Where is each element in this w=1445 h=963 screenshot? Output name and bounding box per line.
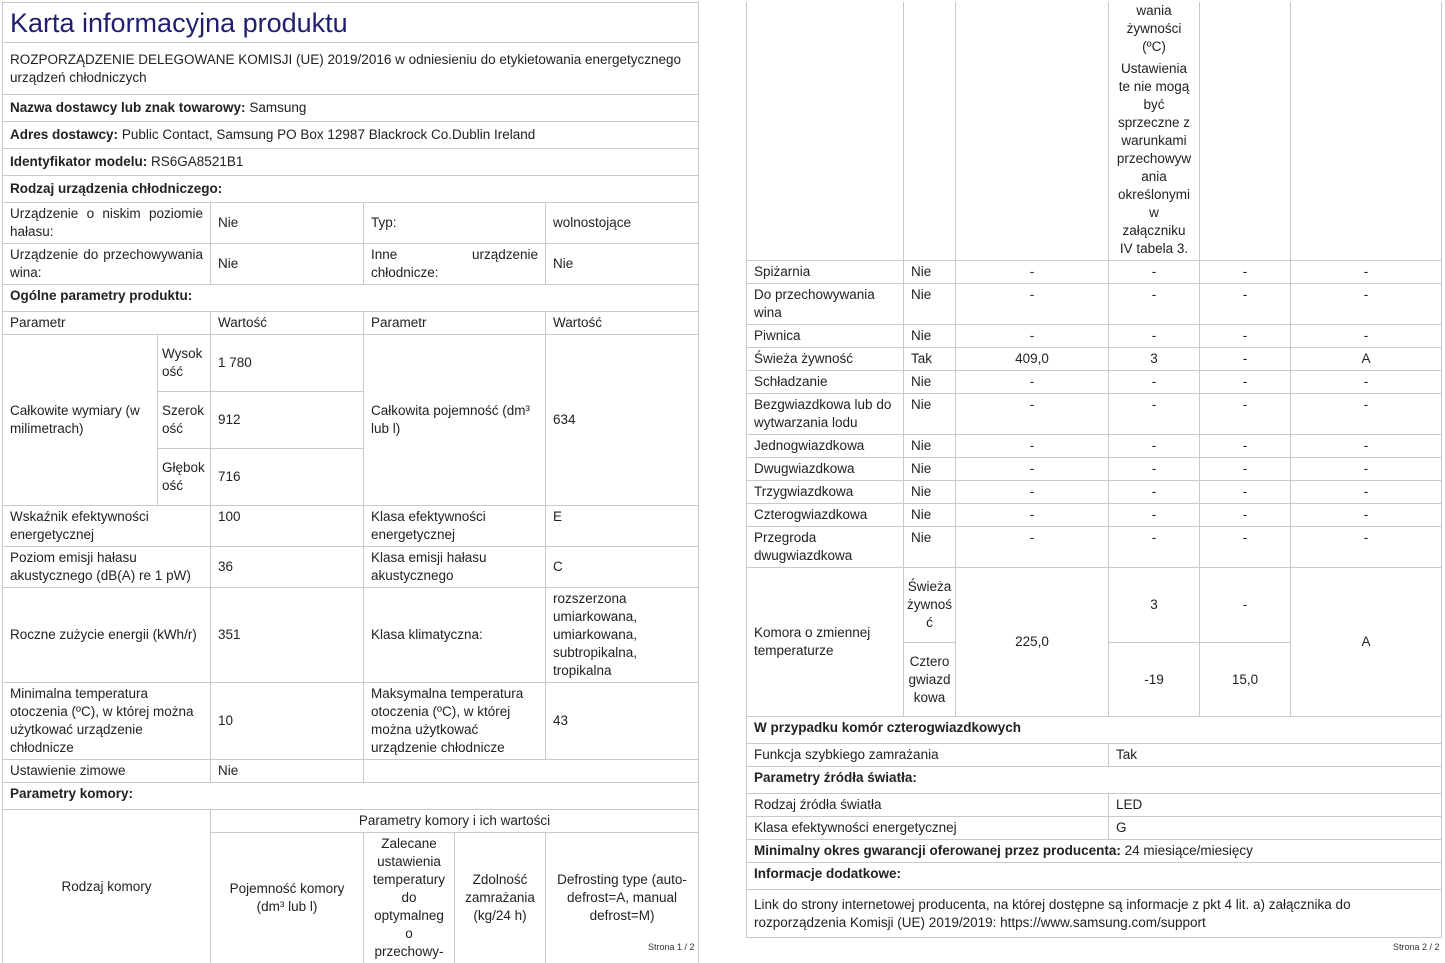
light-type-value: LED <box>1109 794 1442 817</box>
type-label: Typ: <box>364 203 546 244</box>
compartment-defrost: - <box>1291 481 1442 504</box>
compartment-present: Nie <box>904 458 956 481</box>
light-heading: Parametry źródła światła: <box>747 767 1442 794</box>
compartment-present: Nie <box>904 284 956 325</box>
compartment-defrost: A <box>1291 348 1442 371</box>
page-2 <box>746 2 1441 938</box>
compartment-present: Nie <box>904 394 956 435</box>
four-star-heading: W przypadku komór czterogwiazdkowych <box>747 717 1442 744</box>
compartment-present: Nie <box>904 371 956 394</box>
compartment-volume: - <box>956 394 1109 435</box>
compartment-defrost: - <box>1291 527 1442 568</box>
compartment-name: Bezgwiazdkowa lub do wytwarzania lodu <box>747 394 904 435</box>
compartment-present: Tak <box>904 348 956 371</box>
compartment-name: Przegroda dwugwiazdkowa <box>747 527 904 568</box>
address-row <box>3 122 699 149</box>
compartment-row <box>747 371 1442 394</box>
climate-value: rozszerzona umiarkowana, umiarkowana, subtropikalna, tropikalna <box>546 588 699 683</box>
low-noise-label: Urządzenie o niskim poziomie hałasu: <box>3 203 211 244</box>
compartment-row <box>747 435 1442 458</box>
compartment-temp: - <box>1109 394 1200 435</box>
compartment-freezing: - <box>1200 371 1291 394</box>
compartment-freezing: - <box>1200 261 1291 284</box>
cont-empty-6 <box>1291 2 1442 261</box>
winter-empty <box>364 760 699 783</box>
compartment-temp: - <box>1109 435 1200 458</box>
compartment-volume: - <box>956 371 1109 394</box>
supplier-label: Nazwa dostawcy lub znak towarowy: <box>10 100 246 115</box>
compartment-row <box>747 504 1442 527</box>
supplier-row <box>3 95 699 122</box>
width-value: 912 <box>211 392 364 449</box>
compartment-row <box>747 261 1442 284</box>
other-label: Inne urządzenie chłodnicze: <box>364 244 546 285</box>
model-row <box>3 149 699 176</box>
annual-label: Roczne zużycie energii (kWh/r) <box>3 588 211 683</box>
comp-col-settings: Zalecane ustawienia temperatury do optymalnego przechowy- <box>364 833 455 963</box>
compartment-temp: - <box>1109 504 1200 527</box>
other-value: Nie <box>546 244 699 285</box>
fast-freeze-label: Funkcja szybkiego zamrażania <box>747 744 1109 767</box>
min-temp-value: 10 <box>211 683 364 760</box>
compartment-freezing: - <box>1200 325 1291 348</box>
height-value: 1 780 <box>211 335 364 392</box>
compartment-row <box>747 458 1442 481</box>
light-type-label: Rodzaj źródła światła <box>747 794 1109 817</box>
col-value-header: Wartość <box>211 312 364 335</box>
compartment-name: Schładzanie <box>747 371 904 394</box>
noise-class-label: Klasa emisji hałasu akustycznego <box>364 547 546 588</box>
climate-label: Klasa klimatyczna: <box>364 588 546 683</box>
supplier-value: Samsung <box>249 100 306 115</box>
compartment-row <box>747 325 1442 348</box>
regulation-text: ROZPORZĄDZENIE DELEGOWANE KOMISJI (UE) 2019/2016 w odniesieniu do etykietowania energetycznego urządzeń chłodniczych <box>3 43 699 95</box>
compartment-temp: - <box>1109 527 1200 568</box>
variable-temp2: -19 <box>1109 643 1200 717</box>
comp-col-defrost: Defrosting type (auto-defrost=A, manual defrost=M) <box>546 833 699 963</box>
document-title: Karta informacyjna produktu <box>3 3 699 43</box>
compartment-volume: - <box>956 284 1109 325</box>
cont-empty-3 <box>956 2 1109 261</box>
variable-freeze1: - <box>1200 568 1291 643</box>
settings-cont-a: wania żywności (ºC) <box>1116 2 1192 56</box>
compartment-row <box>747 481 1442 504</box>
fast-freeze-value: Tak <box>1109 744 1442 767</box>
compartment-present: Nie <box>904 261 956 284</box>
variable-temp1: 3 <box>1109 568 1200 643</box>
col-param-header-2: Parametr <box>364 312 546 335</box>
variable-name: Komora o zmiennej temperaturze <box>747 568 904 717</box>
compartment-table <box>746 2 1442 938</box>
noise-value: 36 <box>211 547 364 588</box>
compartment-defrost: - <box>1291 284 1442 325</box>
compartment-volume: 409,0 <box>956 348 1109 371</box>
extra-text: Link do strony internetowej producenta, na której dostępne są informacje z pkt 4 lit. a) załącznika do rozporządzenia Komisji (UE) 2019/2019: <box>754 897 1351 930</box>
dims-label: Całkowite wymiary (w milimetrach) <box>3 335 158 506</box>
compartment-temp: - <box>1109 371 1200 394</box>
light-class-value: G <box>1109 817 1442 840</box>
noise-class-value: C <box>546 547 699 588</box>
extra-info <box>747 890 1442 938</box>
compartment-freezing: - <box>1200 481 1291 504</box>
type-value: wolnostojące <box>546 203 699 244</box>
compartment-freezing: - <box>1200 394 1291 435</box>
page-1 <box>2 2 698 963</box>
compartment-freezing: - <box>1200 284 1291 325</box>
warranty-label: Minimalny okres gwarancji oferowanej przez producenta: <box>754 843 1121 858</box>
compartment-temp: - <box>1109 458 1200 481</box>
settings-cont-b: Ustawienia te nie mogą być sprzeczne z warunkami przechowywania określonymi w załączniku IV tabela 3. <box>1116 60 1192 258</box>
winter-label: Ustawienie zimowe <box>3 760 211 783</box>
cont-empty-5 <box>1200 2 1291 261</box>
min-temp-label: Minimalna temperatura otoczenia (ºC), w której można użytkować urządzenie chłodnicze <box>3 683 211 760</box>
compartment-freezing: - <box>1200 435 1291 458</box>
compartment-temp: - <box>1109 325 1200 348</box>
compartment-name: Piwnica <box>747 325 904 348</box>
compartment-present: Nie <box>904 527 956 568</box>
compartment-defrost: - <box>1291 371 1442 394</box>
wine-label: Urządzenie do przechowywania wina: <box>3 244 211 285</box>
annual-value: 351 <box>211 588 364 683</box>
device-type-heading: Rodzaj urządzenia chłodniczego: <box>3 176 699 203</box>
compartment-freezing: - <box>1200 458 1291 481</box>
cont-empty-2 <box>904 2 956 261</box>
comp-group-header: Parametry komory i ich wartości <box>211 810 699 833</box>
compartment-defrost: - <box>1291 458 1442 481</box>
compartment-temp: - <box>1109 261 1200 284</box>
variable-vol: 225,0 <box>956 568 1109 717</box>
extra-heading: Informacje dodatkowe: <box>747 863 1442 890</box>
compartment-name: Jednogwiazdkowa <box>747 435 904 458</box>
comp-col-type: Rodzaj komory <box>3 810 211 963</box>
warranty-value: 24 miesiące/miesięcy <box>1125 843 1253 858</box>
width-label: Szerokość <box>158 392 211 449</box>
compartment-volume: - <box>956 458 1109 481</box>
compartment-defrost: - <box>1291 261 1442 284</box>
wine-value: Nie <box>211 244 364 285</box>
warranty-row <box>747 840 1442 863</box>
noise-label: Poziom emisji hałasu akustycznego (dB(A) re 1 pW) <box>3 547 211 588</box>
compartment-row <box>747 348 1442 371</box>
compartment-volume: - <box>956 527 1109 568</box>
compartment-row <box>747 394 1442 435</box>
variable-sub1: Świeża żywność <box>904 568 956 643</box>
depth-value: 716 <box>211 449 364 506</box>
eclass-value: E <box>546 506 699 547</box>
compartment-present: Nie <box>904 481 956 504</box>
compartment-volume: - <box>956 261 1109 284</box>
compartment-row <box>747 527 1442 568</box>
max-temp-value: 43 <box>546 683 699 760</box>
compartment-row <box>747 284 1442 325</box>
general-heading: Ogólne parametry produktu: <box>3 285 699 312</box>
compartment-volume: - <box>956 481 1109 504</box>
comp-col-volume: Pojemność komory (dm³ lub l) <box>211 833 364 963</box>
compartment-name: Świeża żywność <box>747 348 904 371</box>
eei-label: Wskaźnik efektywności energetycznej <box>3 506 211 547</box>
compartment-volume: - <box>956 504 1109 527</box>
compartment-name: Czterogwiazdkowa <box>747 504 904 527</box>
eclass-label: Klasa efektywności energetycznej <box>364 506 546 547</box>
capacity-label: Całkowita pojemność (dm³ lub l) <box>364 335 546 506</box>
compartment-temp: 3 <box>1109 348 1200 371</box>
compartment-present: Nie <box>904 435 956 458</box>
compartment-freezing: - <box>1200 504 1291 527</box>
address-label: Adres dostawcy: <box>10 127 118 142</box>
col-param-header: Parametr <box>3 312 211 335</box>
compartment-volume: - <box>956 325 1109 348</box>
support-link[interactable]: https://www.samsung.com/support <box>1000 915 1206 930</box>
comp-col-settings-cont <box>1109 2 1200 261</box>
variable-freeze2: 15,0 <box>1200 643 1291 717</box>
compartment-defrost: - <box>1291 325 1442 348</box>
compartment-present: Nie <box>904 325 956 348</box>
max-temp-label: Maksymalna temperatura otoczenia (ºC), w której można użytkować urządzenie chłodnicze <box>364 683 546 760</box>
compartment-defrost: - <box>1291 394 1442 435</box>
variable-sub2: Czterogwiazdkowa <box>904 643 956 717</box>
variable-def: A <box>1291 568 1442 717</box>
capacity-value: 634 <box>546 335 699 506</box>
page-2-footer: Strona 2 / 2 <box>1393 938 1440 956</box>
compartment-temp: - <box>1109 481 1200 504</box>
comp-col-freezing: Zdolność zamrażania (kg/24 h) <box>455 833 546 963</box>
low-noise-value: Nie <box>211 203 364 244</box>
page-1-footer: Strona 1 / 2 <box>648 938 695 956</box>
compartment-heading: Parametry komory: <box>3 783 699 810</box>
address-value: Public Contact, Samsung PO Box 12987 Blackrock Co.Dublin Ireland <box>122 127 535 142</box>
compartment-defrost: - <box>1291 504 1442 527</box>
product-info-table <box>2 2 699 810</box>
compartment-name: Do przechowywania wina <box>747 284 904 325</box>
compartment-header-table <box>2 809 699 963</box>
compartment-freezing: - <box>1200 348 1291 371</box>
model-value: RS6GA8521B1 <box>151 154 243 169</box>
eei-value: 100 <box>211 506 364 547</box>
cont-empty-1 <box>747 2 904 261</box>
height-label: Wysokość <box>158 335 211 392</box>
compartment-temp: - <box>1109 284 1200 325</box>
col-value-header-2: Wartość <box>546 312 699 335</box>
compartment-name: Trzygwiazdkowa <box>747 481 904 504</box>
depth-label: Głębokość <box>158 449 211 506</box>
compartment-name: Dwugwiazdkowa <box>747 458 904 481</box>
winter-value: Nie <box>211 760 364 783</box>
compartment-volume: - <box>956 435 1109 458</box>
compartment-name: Spiżarnia <box>747 261 904 284</box>
model-label: Identyfikator modelu: <box>10 154 147 169</box>
light-class-label: Klasa efektywności energetycznej <box>747 817 1109 840</box>
compartment-present: Nie <box>904 504 956 527</box>
compartment-defrost: - <box>1291 435 1442 458</box>
compartment-freezing: - <box>1200 527 1291 568</box>
